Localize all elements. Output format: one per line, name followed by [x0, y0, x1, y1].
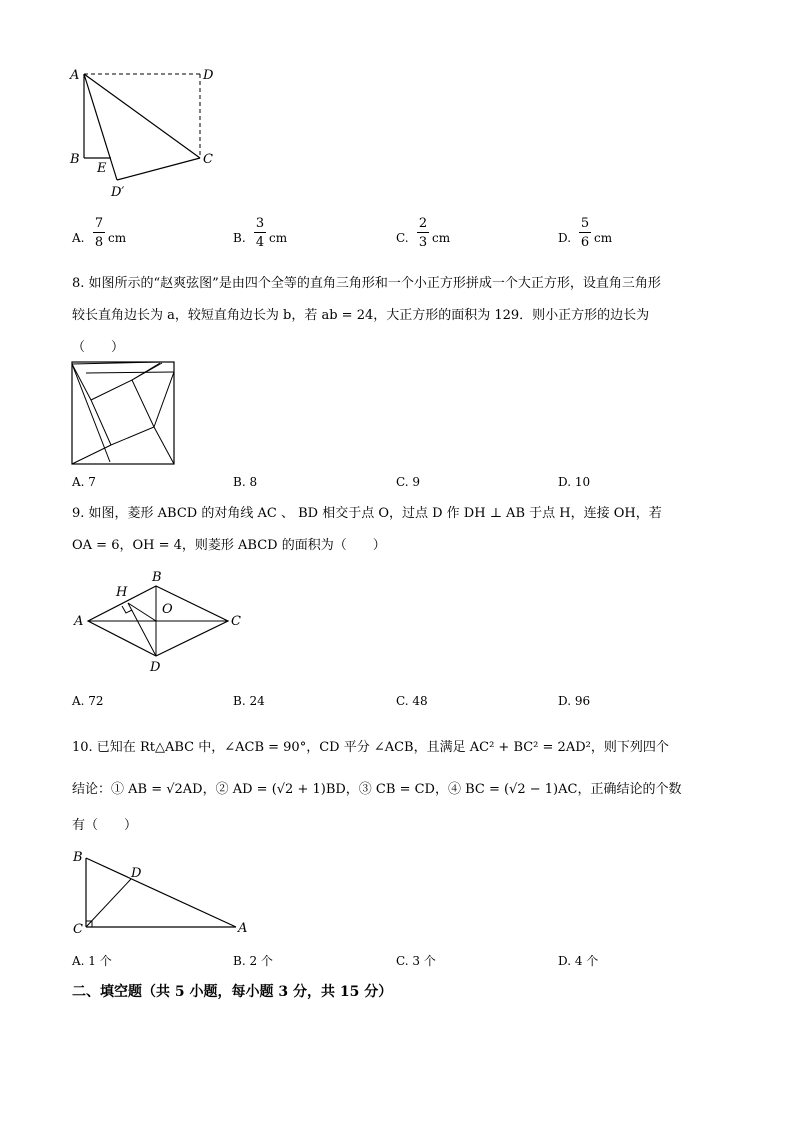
fig9-label-C: C	[231, 614, 241, 629]
q8-option-d: D. 10	[558, 475, 591, 489]
fig9-label-O: O	[162, 602, 173, 617]
fig7-label-B: B	[70, 152, 80, 167]
fig7-label-Dp: D′	[111, 185, 125, 200]
q8-option-b: B. 8	[233, 475, 258, 489]
fig9-label-B: B	[152, 570, 162, 585]
q7-option-b-unit: cm	[269, 231, 288, 245]
q9-option-a: A. 72	[72, 694, 104, 708]
fig7-label-E: E	[97, 161, 107, 176]
q7-option-c-letter: C.	[396, 231, 409, 245]
q10-text-line2: 结论：① AB = √2AD，② AD = (√2 + 1)BD，③ CB = CD，④ BC = (√2 − 1)AC，正确结论的个数	[72, 782, 682, 797]
fig9-label-D: D	[150, 660, 161, 675]
q7-option-a-unit: cm	[108, 231, 127, 245]
fig9-label-A: A	[74, 614, 84, 629]
fig7-label-C: C	[203, 152, 213, 167]
q8-text-line2: 较长直角边长为 a，较短直角边长为 b，若 ab = 24，大正方形的面积为 129．则小正方形的边长为	[72, 308, 650, 323]
fig7-label-A: A	[70, 68, 80, 83]
q9-text-line2: OA = 6，OH = 4，则菱形 ABCD 的面积为（ ）	[72, 538, 386, 553]
fig10-label-B: B	[73, 850, 83, 865]
fig10-label-A: A	[238, 921, 248, 936]
fig10-label-D: D	[131, 866, 142, 881]
fig7-label-D: D	[203, 68, 214, 83]
q7-option-c-unit: cm	[432, 231, 451, 245]
q9-option-b: B. 24	[233, 694, 265, 708]
q7-option-d-unit: cm	[594, 231, 613, 245]
q7-option-b-letter: B.	[233, 231, 246, 245]
fig9-label-H: H	[116, 585, 128, 600]
q9-option-c: C. 48	[396, 694, 428, 708]
q8-option-a: A. 7	[72, 475, 96, 489]
q9-option-d: D. 96	[558, 694, 591, 708]
q10-option-a: A. 1 个	[72, 954, 112, 968]
q7-option-a-letter: A.	[72, 231, 85, 245]
fig10-label-C: C	[73, 922, 83, 937]
q10-option-b: B. 2 个	[233, 954, 273, 968]
q10-option-d: D. 4 个	[558, 954, 599, 968]
q10-text-line3: 有（ ）	[72, 818, 138, 833]
q8-text-line1: 8. 如图所示的“赵爽弦图”是由四个全等的直角三角形和一个小正方形拼成一个大正方形，设直角三角形	[72, 276, 661, 291]
q7-option-d-letter: D.	[558, 231, 572, 245]
section-heading-fill-in: 二、填空题（共 5 小题，每小题 3 分，共 15 分）	[72, 984, 393, 1000]
q9-text-line1: 9. 如图，菱形 ABCD 的对角线 AC 、 BD 相交于点 O，过点 D 作 DH ⊥ AB 于点 H，连接 OH，若	[72, 506, 662, 521]
q10-option-c: C. 3 个	[396, 954, 436, 968]
q8-option-c: C. 9	[396, 475, 421, 489]
q8-text-line3: （ ）	[72, 340, 125, 355]
q10-text-line1: 10. 已知在 Rt△ABC 中，∠ACB = 90°，CD 平分 ∠ACB，且满足 AC² + BC² = 2AD²，则下列四个	[72, 740, 669, 755]
